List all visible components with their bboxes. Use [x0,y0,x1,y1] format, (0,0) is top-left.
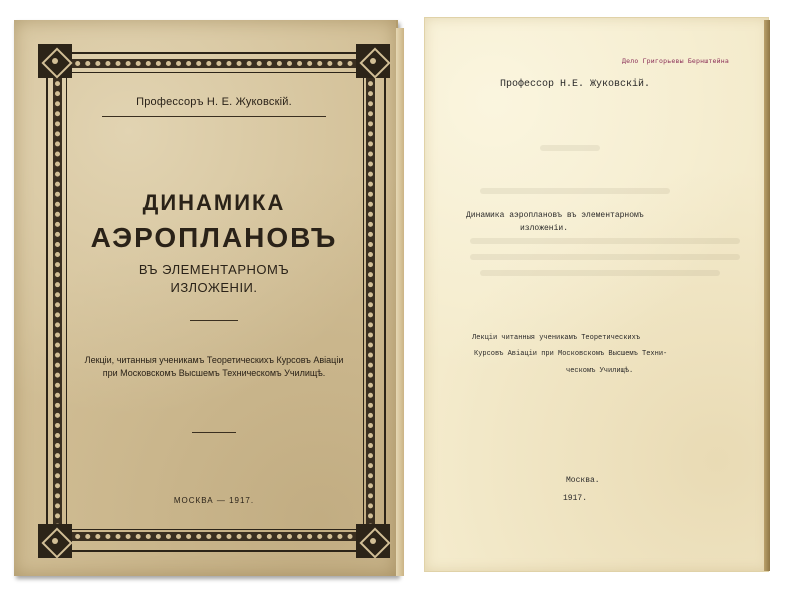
title-page-title-line2: изложеніи. [520,224,569,233]
title-page-year: 1917. [563,494,588,503]
bleed-through-mark [470,254,740,260]
cover-divider-lower [192,432,236,433]
cover-subtitle-line2: ИЗЛОЖЕНІИ. [170,280,258,295]
cover-frame-inner [66,72,364,530]
cover-title-line1: ДИНАМИКА [142,190,286,215]
cover-title-line2: АЭРОПЛАНОВЪ [90,222,338,253]
title-page-lectures-line1: Лекціи читанныя ученикамъ Теоретическихъ [472,334,641,342]
book-cover [14,20,398,576]
cover-subtitle-line1: ВЪ ЭЛЕМЕНТАРНОМЪ [138,262,290,277]
cover-city-year: МОСКВА — 1917. [173,496,255,505]
bleed-through-mark [470,238,740,244]
cover-lectures-note: Лекціи, читанныя ученикамъ Теоретическихъ Курсовъ Авіаціи при Московскомъ Высшемъ Техническомъ Училищѣ. [84,355,344,378]
bleed-through-mark [480,270,720,276]
corner-ornament-bottom-right [356,524,390,558]
bleed-through-mark [480,188,670,194]
title-page-lectures-line2: Курсовъ Авіаціи при Московскомъ Высшемъ Техни- [474,350,668,358]
title-page-city: Москва. [566,476,600,485]
cover-author-rule [102,116,326,117]
title-page-edge [764,20,770,571]
corner-ornament-top-right [356,44,390,78]
cover-divider-upper [190,320,238,321]
owner-stamp: Дело Григорьевы Бернштейна [622,57,729,65]
title-page-author: Профессор Н.Е. Жуковскій. [500,79,651,90]
title-page-title-line1: Динамика аэроплановъ въ элементарномъ [466,211,644,220]
corner-ornament-bottom-left [38,524,72,558]
cover-author: Профессоръ Н. Е. Жуковскій. [136,96,292,108]
typed-title-page [425,18,768,571]
cover-page-edge [396,28,404,576]
corner-ornament-top-left [38,44,72,78]
title-page-lectures-line3: ческомъ Училищѣ. [566,367,634,375]
bleed-through-mark [540,145,600,151]
